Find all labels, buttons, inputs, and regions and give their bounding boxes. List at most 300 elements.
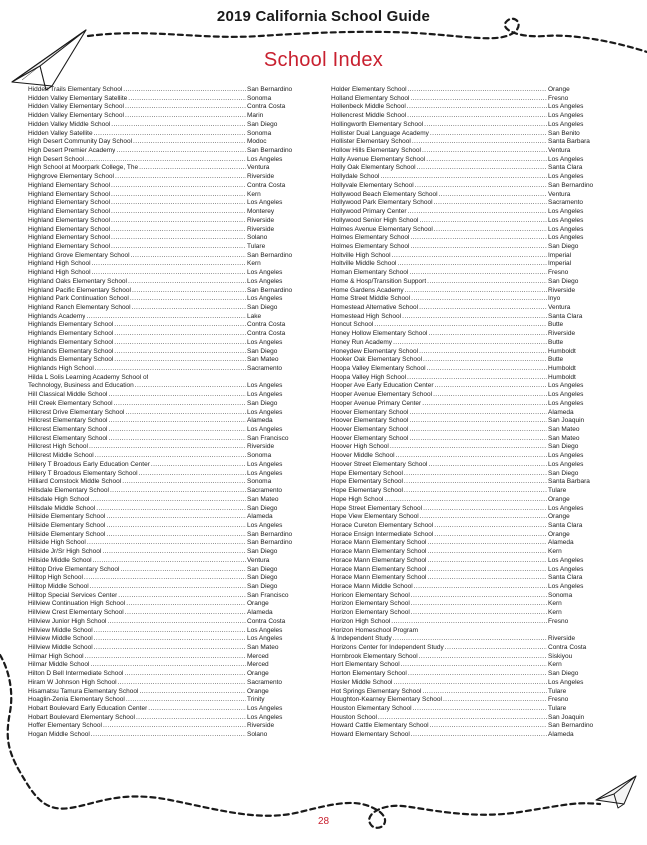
index-entry [28,670,294,679]
dot-leader [378,714,547,723]
dot-leader [114,330,246,339]
school-name: Hillcrest Elementary School [28,426,108,434]
index-entry [331,147,595,156]
index-entry [331,321,595,330]
school-name: Highlands Elementary School [28,356,114,364]
index-entry [331,661,595,670]
index-entry [331,635,595,644]
dot-leader [422,147,547,156]
county-name: San Bernardino [247,147,293,155]
index-entry [28,304,294,313]
index-entry [331,103,595,112]
dot-leader [125,409,246,418]
school-name: Highland Ranch Elementary School [28,303,131,311]
school-name: Hill Classical Middle School [28,391,108,399]
school-name: Hobart Boulevard Elementary School [28,713,135,721]
county-name: Butte [548,338,564,346]
school-name: Horace Mann Elementary School [331,556,427,564]
county-name: Monterey [247,208,275,216]
index-entry [331,348,595,357]
county-name: Merced [247,652,269,660]
dot-leader [408,86,547,95]
county-name: Sonoma [247,94,272,102]
school-name: Houston School [331,713,377,721]
dot-leader [124,670,246,679]
index-entry [28,653,294,662]
index-entry [331,313,595,322]
school-name: Hilltop Drive Elementary School [28,565,120,573]
school-name: Hilton D Bell Intermediate School [28,670,124,678]
dot-leader [125,103,246,112]
county-name: Los Angeles [548,556,584,564]
dot-leader [435,382,548,391]
school-name: Highland Elementary School [28,199,111,207]
county-name: Trinity [247,696,265,704]
dot-leader [404,487,547,496]
index-entry [28,600,294,609]
school-name: Technology, Business and Education [28,382,134,390]
dot-leader [427,574,547,583]
school-name: Houghton-Kearney Elementary School [331,696,442,704]
index-entry [28,217,294,226]
county-name: Marin [247,112,264,120]
index-entry [28,627,294,636]
dot-leader [90,661,246,670]
county-name: Los Angeles [548,120,584,128]
index-entry [331,164,595,173]
dot-leader [380,173,547,182]
dot-leader [89,443,246,452]
index-entry [331,191,595,200]
school-name: Highlands Elementary School [28,347,114,355]
dot-leader [409,435,547,444]
school-name: Highland Elementary School [28,216,111,224]
school-name: Hogan Middle School [28,731,90,739]
index-entry [331,400,595,409]
dot-leader [91,731,246,740]
school-name: Howard Elementary School [331,731,410,739]
index-entry [331,226,595,235]
school-name: Horizon Elementary School [331,600,410,608]
index-entry [331,505,595,514]
index-entry [28,95,294,104]
index-entry [331,470,595,479]
index-entry [331,731,595,740]
index-entry [331,121,595,130]
dot-leader [422,400,547,409]
county-name: San Joaquin [548,713,585,721]
dot-leader [413,705,547,714]
index-entry [28,321,294,330]
county-name: Orange [548,530,570,538]
index-entry [331,435,595,444]
school-name: Horace Mann Elementary School [331,539,427,547]
dot-leader [404,470,547,479]
dot-leader [139,688,246,697]
county-name: San Francisco [247,434,289,442]
index-entry [331,722,595,731]
school-name: Hosler Middle School [331,678,393,686]
school-name: Hope Elementary School [331,469,403,477]
index-entry [331,696,595,705]
county-name: Santa Clara [548,574,583,582]
school-name: Highlands Academy [28,312,86,320]
county-name: San Diego [247,574,278,582]
index-entry [28,574,294,583]
dot-leader [409,409,547,418]
dot-leader [111,208,246,217]
school-name: High School at Moorpark College, The [28,164,139,172]
dot-leader [118,592,246,601]
school-name: Hoover Street Elementary School [331,460,428,468]
index-entry [331,156,595,165]
index-entry [331,173,595,182]
school-name: Hidden Valley Elementary School [28,112,124,120]
dot-leader [108,426,246,435]
county-name: Los Angeles [548,155,584,163]
county-name: Butte [548,356,564,364]
dot-leader [114,356,246,365]
index-entry [28,470,294,479]
index-entry [331,583,595,592]
school-name: Hope Elementary School [331,478,403,486]
dot-leader [419,653,547,662]
school-name: Hollywood Primary Center [331,208,407,216]
school-name: Honcut School [331,321,374,329]
school-name: Hooper Avenue Primary Center [331,399,422,407]
county-name: Los Angeles [548,452,584,460]
dot-leader [128,278,246,287]
index-entry [28,679,294,688]
county-name: Contra Costa [548,644,587,651]
dot-leader [445,644,547,653]
dot-leader [415,182,547,191]
school-name: Hoffer Elementary School [28,722,102,730]
school-name: Highland Grove Elementary School [28,251,130,259]
county-name: Los Angeles [548,225,584,233]
index-entry [28,496,294,505]
school-name: Highlands High School [28,365,94,372]
dot-leader [427,365,547,374]
county-name: Kern [548,600,562,608]
county-name: Contra Costa [247,181,286,189]
school-name: Horizon High School [331,617,391,625]
index-entry [28,522,294,531]
county-name: Los Angeles [548,234,584,242]
county-name: San Bernardino [247,530,293,538]
index-entry [331,260,595,269]
school-name: Hillside Elementary School [28,530,106,538]
school-name: Highland Elementary School [28,234,111,242]
county-name: Fresno [548,94,569,102]
school-name: Hollister Elementary School [331,138,411,146]
dot-leader [405,287,547,296]
school-name: Hillview Crest Elementary School [28,609,124,617]
index-entry [28,531,294,540]
dot-leader [407,112,547,121]
county-name: Santa Barbara [548,478,590,486]
county-name: San Benito [548,129,580,137]
index-entry [28,374,294,383]
county-name: Sacramento [247,487,283,495]
school-name: Highland High School [28,269,91,277]
school-name: Hollywood Senior High School [331,216,419,224]
dot-leader [428,330,547,339]
county-name: Santa Barbara [548,138,590,146]
dot-leader [106,522,246,531]
dot-leader [428,461,547,470]
county-name: San Bernardino [247,286,293,294]
dot-leader [420,513,547,522]
school-name: Hilmar High School [28,652,84,660]
school-name: Honeydew Elementary School [331,347,419,355]
county-name: Riverside [548,635,576,643]
county-name: Los Angeles [247,626,283,634]
county-name: Ventura [548,303,571,311]
dot-leader [135,382,246,391]
county-name: Humboldt [548,365,576,372]
county-name: Modoc [247,138,267,146]
county-name: Orange [247,600,269,608]
dot-leader [132,304,246,313]
county-name: Imperial [548,251,572,259]
school-name: Hilltop Middle School [28,582,89,590]
county-name: San Diego [247,303,278,311]
index-entry [28,382,294,391]
school-name: Hope Street Elementary School [331,504,423,512]
index-entry [28,339,294,348]
index-entry [28,112,294,121]
dot-leader [427,539,547,548]
dot-leader [118,679,246,688]
index-entry [28,260,294,269]
school-name: Hillsdale High School [28,495,90,503]
index-entry [28,722,294,731]
school-name: Holmes Elementary School [331,242,410,250]
school-name: Hollencrest Middle School [331,112,407,120]
school-name: Honey Hollow Elementary School [331,330,428,338]
dot-leader [139,164,246,173]
county-name: Fresno [548,617,569,625]
county-name: Tulare [548,705,567,713]
index-entry [331,391,595,400]
dot-leader [419,217,547,226]
index-entry [28,103,294,112]
school-name: Horizon Homeschool Program [331,626,419,634]
dot-leader [412,138,547,147]
school-name: Highlands Elementary School [28,330,114,338]
index-entry [28,313,294,322]
dot-leader [430,130,547,139]
index-entry [331,86,595,95]
county-name: Riverside [247,722,275,730]
index-entry [331,374,595,383]
index-entry [28,592,294,601]
index-entry [28,191,294,200]
dot-leader [417,164,547,173]
school-name: Holmes Avenue Elementary School [331,225,433,233]
index-entry [28,86,294,95]
school-name: Hope Elementary School [331,487,403,495]
dot-leader [107,618,246,627]
dot-leader [111,217,246,226]
paper-plane-icon [596,776,636,808]
dot-leader [404,478,547,487]
school-name: Hort Elementary School [331,661,400,669]
dot-leader [139,470,246,479]
county-name: Contra Costa [247,617,286,625]
dot-leader [92,269,246,278]
school-name: Hillside Middle School [28,556,92,564]
county-name: Orange [247,687,269,695]
school-name: Home & Hosp/Transition Support [331,277,427,285]
school-name: Horace Mann Elementary School [331,574,427,582]
school-name: Hope View Elementary School [331,513,419,521]
index-entry [331,243,595,252]
school-name: Hoover Elementary School [331,408,409,416]
county-name: Siskiyou [548,652,573,660]
index-entry [331,574,595,583]
county-name: Ventura [247,164,270,172]
dot-leader [122,478,246,487]
county-name: San Diego [247,582,278,590]
county-name: Fresno [548,696,569,704]
index-entry [331,356,595,365]
dot-leader [411,609,547,618]
dot-leader [390,443,547,452]
county-name: San Diego [548,443,579,451]
index-entry [28,365,294,374]
school-name: Hillview Continuation High School [28,600,126,608]
index-entry [331,688,595,697]
index-entry [28,208,294,217]
school-name: Hollister Dual Language Academy [331,129,429,137]
dot-leader [396,452,547,461]
index-entry [28,583,294,592]
dot-leader [132,287,246,296]
index-entry [28,714,294,723]
index-entry [28,566,294,575]
dot-leader [95,452,246,461]
dot-leader [86,313,246,322]
dot-leader [116,147,246,156]
index-entry [28,513,294,522]
index-entry [331,670,595,679]
dot-leader [111,243,246,252]
county-name: Ventura [548,147,571,155]
county-name: Santa Clara [548,164,583,172]
dot-leader [94,627,246,636]
dot-leader [433,391,547,400]
dot-leader [114,400,246,409]
county-name: San Mateo [247,495,279,503]
school-name: Hollingworth Elementary School [331,120,424,128]
index-entry [28,330,294,339]
county-name: Alameda [247,417,273,425]
school-name: Hillery T Broadous Early Education Center [28,460,150,468]
school-name: Houston Elementary School [331,705,412,713]
county-name: Los Angeles [247,426,283,434]
county-name: Santa Clara [548,521,583,529]
index-entry [331,217,595,226]
dot-leader [111,121,246,130]
school-name: Hilmar Middle School [28,661,90,669]
county-name: Kern [548,661,562,669]
dot-leader [434,522,547,531]
index-entry [28,644,294,653]
school-name: Highland High School [28,260,91,268]
county-name: Humboldt [548,373,576,381]
index-entry [28,295,294,304]
index-entry [331,443,595,452]
dot-leader [111,191,246,200]
dot-leader [393,679,547,688]
dot-leader [384,496,547,505]
county-name: Kern [548,609,562,617]
dot-leader [409,426,547,435]
school-name: Hornbrook Elementary School [331,652,418,660]
school-name: Hillside Elementary School [28,521,106,529]
dot-leader [90,496,246,505]
school-name: & Independent Study [331,635,392,643]
dot-leader [151,461,246,470]
county-name: Santa Clara [548,312,583,320]
index-entry [28,226,294,235]
school-name: Highland Oaks Elementary School [28,277,127,285]
index-entry [331,557,595,566]
dot-leader [434,531,547,540]
dot-leader [87,539,246,548]
dot-leader [401,661,547,670]
index-entry [331,522,595,531]
county-name: Los Angeles [247,713,283,721]
index-entry [331,330,595,339]
dot-leader [106,513,246,522]
county-name: Sacramento [247,365,283,372]
county-name: Los Angeles [548,382,584,390]
county-name: Los Angeles [247,521,283,529]
school-name: Horizons Center for Independent Study [331,644,444,651]
school-name: Hillview Middle School [28,635,93,643]
school-name: Hillview Middle School [28,626,93,634]
school-name: Home Gardens Academy [331,286,404,294]
index-column-right [331,86,595,740]
dot-leader [427,557,547,566]
index-title: School Index [263,49,384,71]
index-entry [28,487,294,496]
school-name: Hillsdale Elementary School [28,487,109,495]
county-name: Los Angeles [247,199,283,207]
county-name: Solano [247,234,268,242]
dot-leader [408,670,547,679]
index-entry [28,661,294,670]
school-name: Highland Elementary School [28,225,111,233]
dot-leader [422,688,547,697]
index-entry [28,505,294,514]
school-name: Hidden Trails Elementary School [28,86,123,93]
county-name: Alameda [548,408,574,416]
index-entry [28,426,294,435]
school-name: Hidden Valley Elementary School [28,103,124,111]
index-entry [28,409,294,418]
county-name: Los Angeles [548,399,584,407]
dot-leader [393,339,547,348]
county-name: San Mateo [247,356,279,364]
dot-leader [409,417,547,426]
index-entry [331,269,595,278]
index-entry [28,199,294,208]
school-name: Hillside Elementary School [28,513,106,521]
